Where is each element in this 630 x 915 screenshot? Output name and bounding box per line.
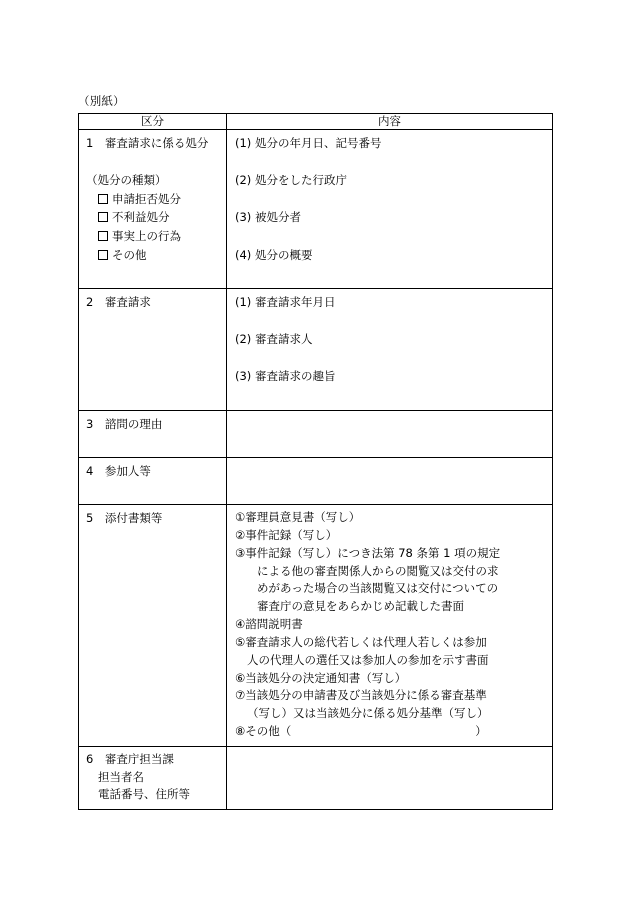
table-row [79,288,553,410]
attachment-item: ⑤審査請求人の総代若しくは代理人若しくは参加 [235,634,487,649]
header-cell-content: 内容 [227,114,553,130]
row4-title: 4 参加人等 [86,463,151,478]
row2-item-1: (1) 審査請求年月日 [235,294,336,309]
attachment-item-cont: 審査庁の意見をあらかじめ記載した書面 [257,599,464,614]
row1-category-cell [79,129,227,288]
checkbox-label: その他 [112,247,147,262]
row1-item-4: (4) 処分の概要 [235,247,313,262]
checkbox-item-4[interactable] [86,246,221,265]
row1-title: 1 審査請求に係る処分 [86,135,209,150]
table-row [79,457,553,504]
row1-item-2: (2) 処分をした行政庁 [235,173,347,188]
row6-category-cell [79,746,227,809]
table-header-row [79,114,553,130]
row2-title: 2 審査請求 [86,294,151,309]
table-row [79,746,553,809]
attachment-item-cont: めがあった場合の当該閲覧又は交付についての [257,581,499,596]
checkbox-item-1[interactable] [86,190,221,209]
checkbox-icon[interactable] [98,194,108,204]
attachment-item-cont: 人の代理人の選任又は参加人の参加を示す書面 [247,652,489,667]
checkbox-label: 不利益処分 [112,210,170,225]
row6-title: 6 審査庁担当課 [86,751,174,766]
attachment-item: ⑥当該処分の決定通知書（写し） [235,670,407,685]
checkbox-item-3[interactable] [86,227,221,246]
checkbox-icon[interactable] [98,212,108,222]
row1-subtitle: （処分の種類） [86,173,167,188]
row2-category-cell [79,288,227,410]
row6-sub-1: 担当者名 [98,769,144,784]
checkbox-label: 事実上の行為 [112,229,181,244]
row1-item-3: (3) 被処分者 [235,210,301,225]
checkbox-label: 申請拒否処分 [112,191,181,206]
document-label: （別紙） [78,94,125,108]
row3-category-cell [79,410,227,457]
attachment-item: ⑧その他（ ） [235,723,487,738]
row4-category-cell [79,457,227,504]
attachment-item: ②事件記録（写し） [235,528,338,542]
checkbox-icon[interactable] [98,250,108,260]
attachment-item-cont: による他の審査関係人からの閲覧又は交付の求 [257,563,499,578]
attachment-item: ⑦当該処分の申請書及び当該処分に係る審査基準 [235,688,487,703]
row5-title: 5 添付書類等 [86,511,163,526]
row1-item-1: (1) 処分の年月日、記号番号 [235,135,382,150]
table-row [79,129,553,288]
row3-title: 3 諮問の理由 [86,416,163,431]
row2-content-cell [227,288,553,410]
attachment-item: ④諮問説明書 [235,617,303,632]
checkbox-item-2[interactable] [86,208,221,227]
application-form-table [78,113,553,810]
attachment-item: ③事件記録（写し）につき法第 78 条第 1 項の規定 [235,545,501,560]
row3-content-cell[interactable] [227,410,553,457]
row4-content-cell[interactable] [227,457,553,504]
table-row [79,410,553,457]
row2-item-3: (3) 審査請求の趣旨 [235,369,336,384]
row5-content-cell [227,505,553,747]
row2-item-2: (2) 審査請求人 [235,332,313,347]
row6-sub-2: 電話番号、住所等 [98,787,190,802]
table-row [79,505,553,747]
row5-category-cell [79,505,227,747]
attachment-item: ①審理員意見書（写し） [235,510,361,525]
row6-content-cell[interactable] [227,746,553,809]
row1-content-cell [227,129,553,288]
header-cell-category: 区分 [79,114,227,130]
attachment-item-cont: （写し）又は当該処分に係る処分基準（写し） [247,706,489,721]
checkbox-icon[interactable] [98,231,108,241]
